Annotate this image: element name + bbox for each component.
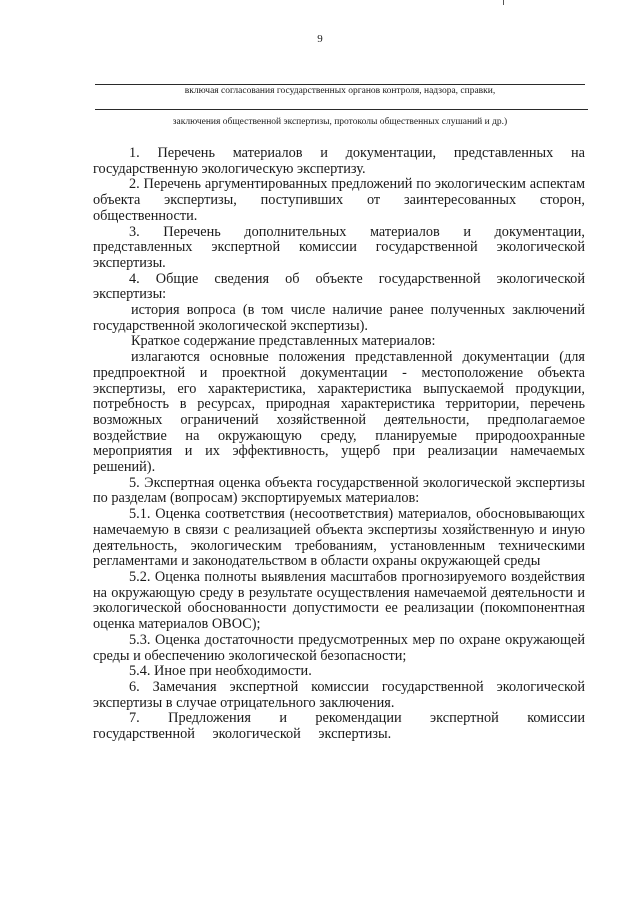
paragraph-summary-body: излагаются основные положения представленной документации (для предпроектной и проектной документации - местоположение объекта экспертизы, его характеристика, характеристика выпускаемой продукции, потребность в ресурсах, природная характеристика территории, перечень возможных ограничений хозяйственной деятельности, предполагаемое воздействие на окружающую среду, планируемые природоохранные мероприятия и их эффективность, ущерб при реализации намечаемых решений). bbox=[93, 349, 585, 476]
paragraph-history: история вопроса (в том числе наличие ранее полученных заключений государственной экологической экспертизы). bbox=[93, 302, 585, 334]
paragraph-item-5-4: 5.4. Иное при необходимости. bbox=[129, 663, 312, 680]
paragraph-item-5: 5. Экспертная оценка объекта государственной экологической экспертизы по разделам (вопросам) экспортируемых материалов: bbox=[93, 474, 585, 507]
paragraph-item-2: 2. Перечень аргументированных предложений по экологическим аспектам объекта экспертизы, поступивших от заинтересованных сторон, общественности. bbox=[93, 176, 585, 224]
header-rule-2 bbox=[95, 109, 588, 110]
paragraph-item-5-1: 5.1. Оценка соответствия (несоответствия) материалов, обосновывающих намечаемую в связи с реализацией объекта экспертизы хозяйственную и иную деятельность, экологическим требованиям, установленным техническими регламентами и законодательством в области охраны окружающей среды bbox=[93, 506, 585, 570]
paragraph-item-1: 1. Перечень материалов и документации, представленных на государственную экологическую экспертизу. bbox=[93, 145, 585, 177]
paragraph-item-4: 4. Общие сведения об объекте государственной экологической экспертизы: bbox=[93, 270, 585, 303]
header-caption-1: включая согласования государственных органов контроля, надзора, справки, bbox=[184, 86, 496, 96]
paragraph-item-5-3: 5.3. Оценка достаточности предусмотренных мер по охране окружающей среды и обеспечению экологической безопасности; bbox=[93, 631, 585, 664]
paragraph-item-6: 6. Замечания экспертной комиссии государственной экологической экспертизы в случае отрицательного заключения. bbox=[93, 678, 585, 711]
page-number: 9 bbox=[317, 33, 323, 45]
paragraph-item-5-2: 5.2. Оценка полноты выявления масштабов прогнозируемого воздействия на окружающую среду в результате осуществления намечаемой деятельности и экологической обоснованности допустимости ее реализации (покомпонентная оценка материалов ОВОС); bbox=[93, 568, 585, 633]
header-rule-1 bbox=[95, 84, 585, 85]
document-body bbox=[93, 146, 585, 743]
paragraph-item-3: 3. Перечень дополнительных материалов и документации, представленных экспертной комиссии государственной экологической экспертизы. bbox=[93, 223, 585, 271]
paragraph-summary-heading: Краткое содержание представленных материалов: bbox=[131, 333, 436, 350]
header-caption-2: заключения общественной экспертизы, протоколы общественных слушаний и др.) bbox=[172, 117, 508, 127]
scan-edge-mark bbox=[503, 0, 504, 5]
paragraph-item-7: 7. Предложения и рекомендации экспертной комиссии государственной экологической экспертизы. bbox=[93, 710, 585, 743]
